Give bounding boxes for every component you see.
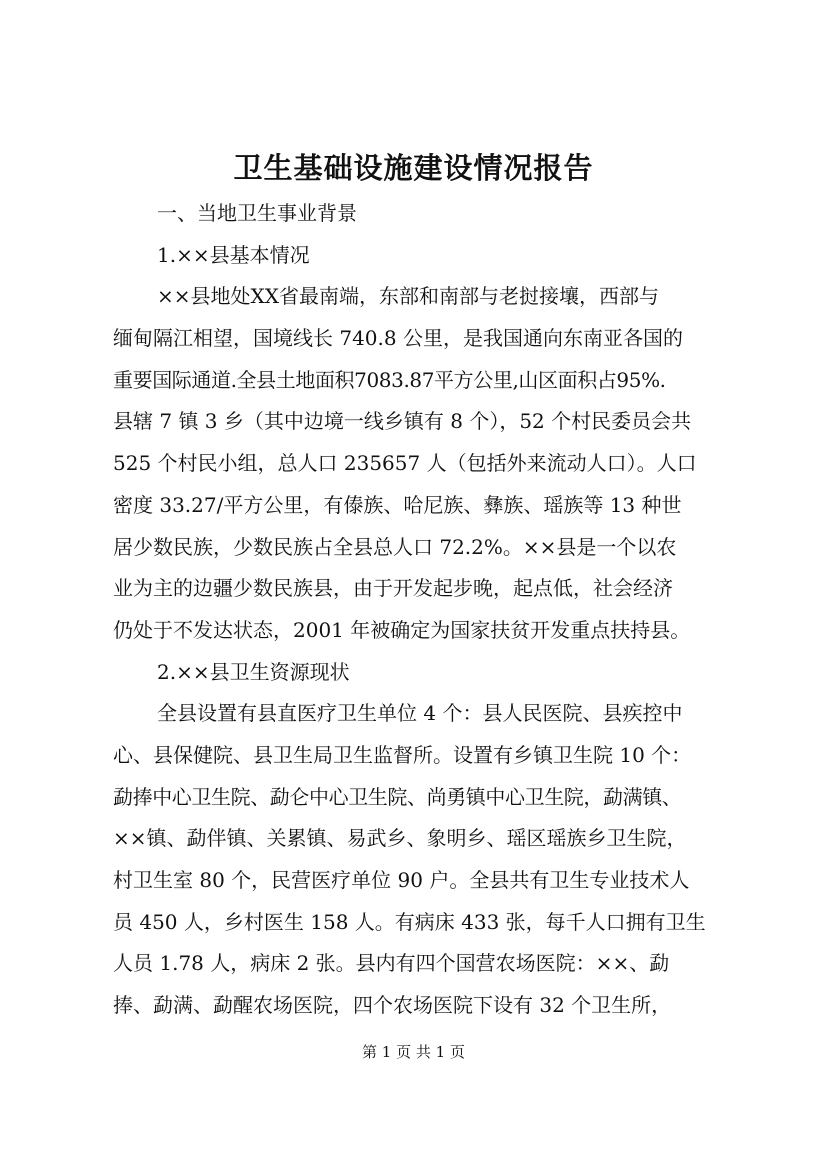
body-line: 重要国际通道.全县土地面积7083.87平方公里,山区面积占95%. bbox=[113, 367, 666, 392]
page-footer: 第 1 页 共 1 页 bbox=[362, 1043, 465, 1061]
body-line: 村卫生室 80 个，民营医疗单位 90 户。全县共有卫生专业技术人 bbox=[113, 868, 690, 892]
body-line: 心、县保健院、县卫生局卫生监督所。设置有乡镇卫生院 10 个： bbox=[113, 742, 692, 767]
document-body bbox=[113, 193, 733, 1027]
body-line: 缅甸隔江相望，国境线长 740.8 公里，是我国通向东南亚各国的 bbox=[113, 326, 683, 351]
body-line: 2.××县卫生资源现状 bbox=[157, 659, 350, 684]
body-line: 人员 1.78 人，病床 2 张。县内有四个国营农场医院：××、勐 bbox=[113, 951, 670, 976]
body-line: 捧、勐满、勐醒农场医院，四个农场医院下设有 32 个卫生所， bbox=[113, 993, 672, 1018]
body-line: 业为主的边疆少数民族县，由于开发起步晚，起点低，社会经济 bbox=[113, 576, 673, 601]
body-line: ××镇、勐伴镇、关累镇、易武乡、象明乡、瑶区瑶族乡卫生院， bbox=[113, 826, 687, 851]
body-line: 员 450 人，乡村医生 158 人。有病床 433 张，每千人口拥有卫生 bbox=[113, 909, 706, 934]
body-line: 仍处于不发达状态，2001 年被确定为国家扶贫开发重点扶持县。 bbox=[113, 617, 691, 642]
body-line: 密度 33.27/平方公里，有傣族、哈尼族、彝族、瑶族等 13 种世 bbox=[113, 492, 682, 517]
document-title: 卫生基础设施建设情况报告 bbox=[233, 151, 594, 185]
body-line: 居少数民族，少数民族占全县总人口 72.2%。××县是一个以农 bbox=[113, 534, 677, 559]
body-line: 1.××县基本情况 bbox=[157, 242, 310, 267]
body-line: 525 个村民小组，总人口 235657 人（包括外来流动人口）。人口 bbox=[113, 451, 697, 476]
body-line: 勐捧中心卫生院、勐仑中心卫生院、尚勇镇中心卫生院，勐满镇、 bbox=[113, 784, 682, 809]
body-line: 一、当地卫生事业背景 bbox=[157, 201, 357, 225]
body-line: ××县地处XX省最南端，东部和南部与老挝接壤，西部与 bbox=[157, 284, 659, 309]
body-line: 全县设置有县直医疗卫生单位 4 个：县人民医院、县疾控中 bbox=[157, 701, 683, 726]
body-line: 县辖 7 镇 3 乡（其中边境一线乡镇有 8 个），52 个村民委员会共 bbox=[113, 409, 692, 434]
